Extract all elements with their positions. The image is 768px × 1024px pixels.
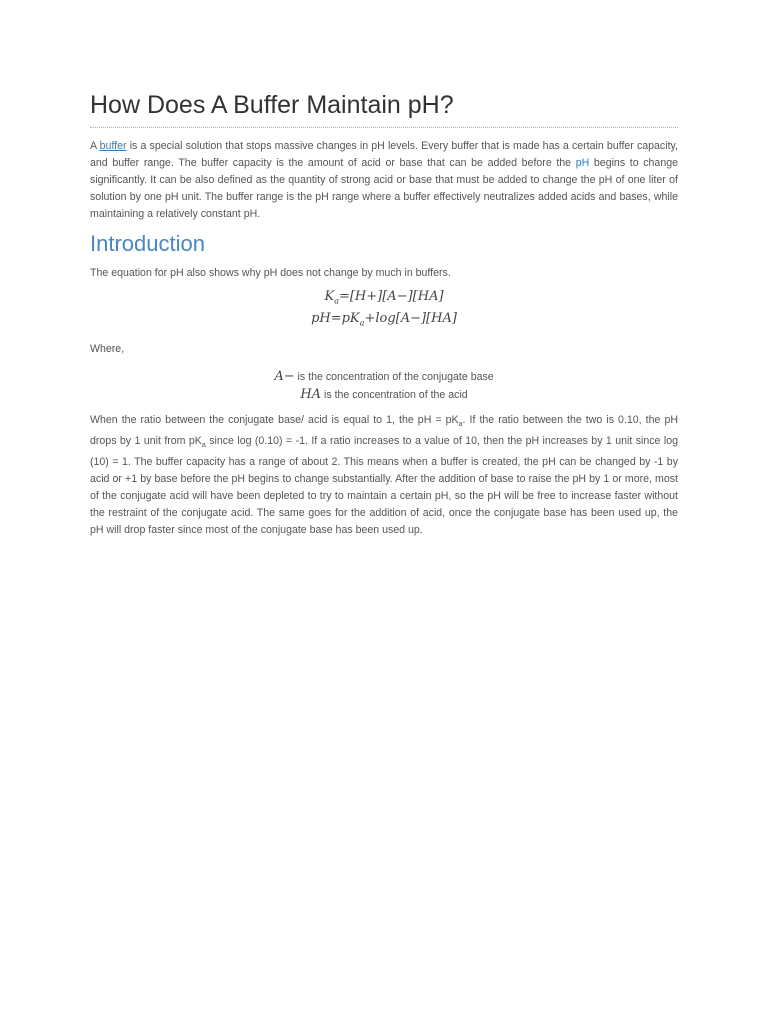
intro-text-c: begins to change significantly. It can be also defined as the quantity of strong acid or base that must be added to change the pH of one liter of solution by one pH unit. The buffer range is the pH range where a buffer effectively neutralizes added acids and bases, while maintaining a relatively constant pH. xyxy=(90,157,678,220)
explanation-text-3: since log (0.10) = -1. If a ratio increases to a value of 10, then the pH increases by 1 unit since log (10) = 1. The buffer capacity has a range of about 2. This means when a buffer is created, the pH can be changed by -1 by acid or +1 by base before the pH begins to change substantially. After the addition of base to raise the pH by 1 or more, most of the conjugate acid will have been depleted to try to maintain a certain pH, so the pH will be free to increase faster without the restraint of the conjugate acid. The same goes for the addition of acid, once the conjugate base has been used up, the pH will drop faster since most of the conjugate base has been used up. xyxy=(90,435,678,537)
intro-text-b: is a special solution that stops massive changes in pH levels. Every buffer that is made has a certain buffer capacity, and buffer range. The buffer capacity is the amount of acid or base that can be added before the xyxy=(90,140,678,169)
symbol-ha: HA xyxy=(300,387,322,403)
article-body xyxy=(90,88,678,539)
definition-a-text: is the concentration of the conjugate base xyxy=(294,371,494,384)
section-heading-introduction: Introduction xyxy=(90,231,205,256)
explanation-text-1: When the ratio between the conjugate base/ acid is equal to 1, the pH = pK xyxy=(90,414,459,427)
equation-ph xyxy=(90,310,678,332)
page-title: How Does A Buffer Maintain pH? xyxy=(90,88,678,128)
explanation-sub-1: a xyxy=(458,421,463,429)
buffer-link[interactable]: buffer xyxy=(99,140,127,152)
equations-block xyxy=(90,288,678,331)
eq2-rest: +log[A−][HA] xyxy=(364,310,457,326)
symbol-a: A− xyxy=(274,369,295,385)
eq1-k: K xyxy=(324,289,335,304)
eq2-sub: a xyxy=(359,318,365,328)
definition-a xyxy=(90,368,678,386)
ph-link[interactable]: pH xyxy=(575,157,590,169)
definition-ha xyxy=(90,386,678,404)
eq2-a: pH=pK xyxy=(311,310,360,326)
definitions-block xyxy=(90,368,678,404)
explanation-sub-2: a xyxy=(201,442,206,450)
equation-intro-paragraph: The equation for pH also shows why pH does not change by much in buffers. xyxy=(90,267,451,279)
where-label: Where, xyxy=(90,343,125,356)
eq1-rest: =[H+][A−][HA] xyxy=(338,289,444,304)
intro-paragraph xyxy=(90,138,678,223)
eq1-sub: a xyxy=(334,296,339,306)
equation-ka xyxy=(90,288,678,310)
intro-text-a: A xyxy=(90,140,100,152)
explanation-text-2: . If the ratio between the two is 0.10, the pH drops by 1 unit from pK xyxy=(90,414,679,448)
explanation-paragraph xyxy=(90,412,678,539)
definition-ha-text: is the concentration of the acid xyxy=(321,389,468,402)
